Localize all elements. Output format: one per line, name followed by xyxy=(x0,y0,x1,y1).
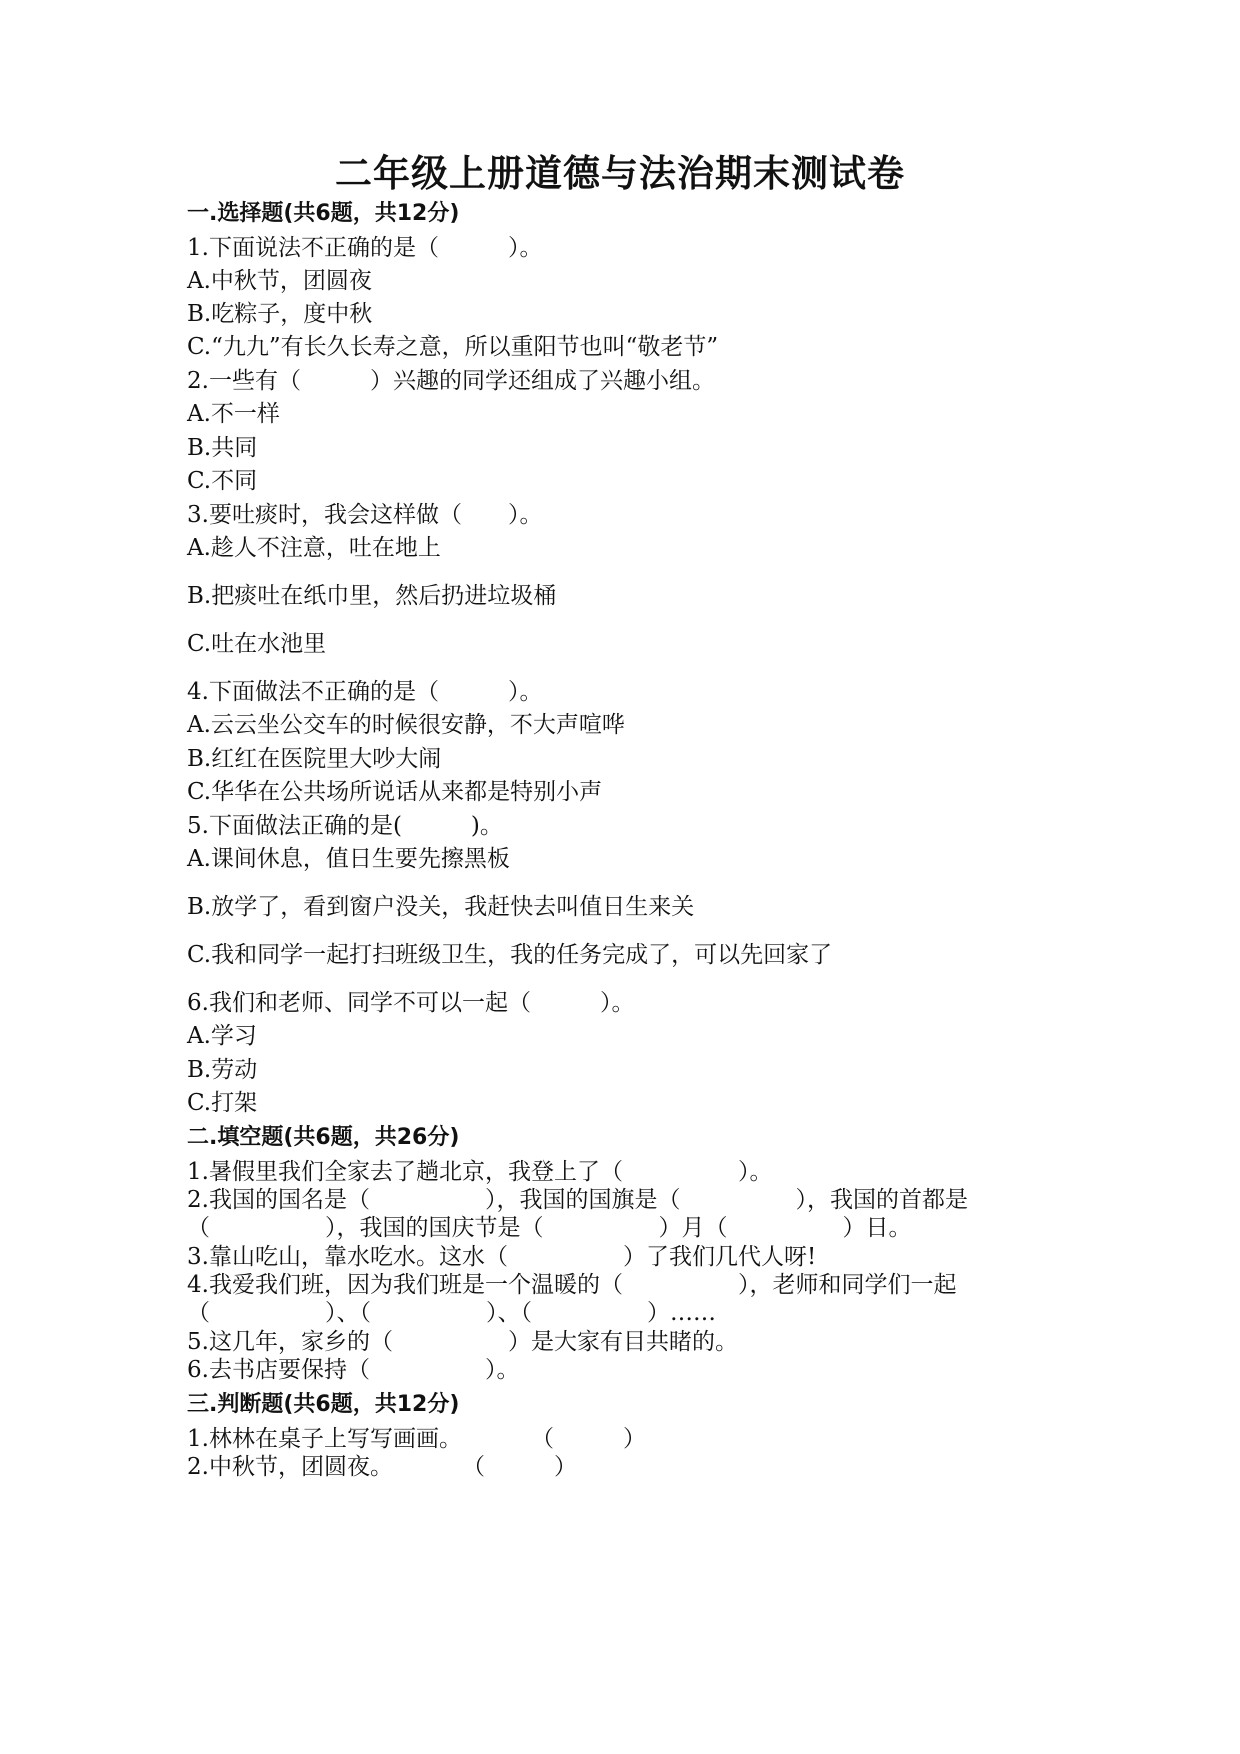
question-stem: 6.我们和老师、同学不可以一起（ ）。 xyxy=(187,990,635,1016)
judge-question: 1.林林在桌子上写写画画。 （ ） xyxy=(187,1426,646,1452)
option-a: A.不一样 xyxy=(187,401,280,427)
question-stem: 2.一些有（ ）兴趣的同学还组成了兴趣小组。 xyxy=(187,368,715,394)
question-stem: 5.下面做法正确的是( )。 xyxy=(187,813,503,839)
option-b: B.红红在医院里大吵大闹 xyxy=(187,746,442,772)
option-a: A.课间休息，值日生要先擦黑板 xyxy=(187,846,510,872)
option-a: A.云云坐公交车的时候很安静，不大声喧哗 xyxy=(187,712,625,738)
section-heading-fill: 二.填空题(共6题，共26分) xyxy=(187,1125,460,1150)
option-b: B.吃粽子，度中秋 xyxy=(187,301,373,327)
fill-question: 1.暑假里我们全家去了趟北京，我登上了（ ）。 xyxy=(187,1159,773,1185)
fill-question-continued: （ ），我国的国庆节是（ ）月（ ）日。 xyxy=(187,1215,912,1241)
fill-question: 3.靠山吃山，靠水吃水。这水（ ）了我们几代人呀! xyxy=(187,1244,817,1270)
option-a: A.中秋节，团圆夜 xyxy=(187,268,372,294)
fill-question: 5.这几年，家乡的（ ）是大家有目共睹的。 xyxy=(187,1329,738,1355)
option-b: B.劳动 xyxy=(187,1057,258,1083)
option-b: B.共同 xyxy=(187,435,258,461)
option-c: C.吐在水池里 xyxy=(187,631,327,657)
fill-question: 6.去书店要保持（ ）。 xyxy=(187,1357,520,1383)
option-c: C.不同 xyxy=(187,468,258,494)
option-b: B.把痰吐在纸巾里，然后扔进垃圾桶 xyxy=(187,583,557,609)
option-c: C.“九九”有长久长寿之意，所以重阳节也叫“敬老节” xyxy=(187,334,719,360)
option-c: C.我和同学一起打扫班级卫生，我的任务完成了，可以先回家了 xyxy=(187,942,833,968)
judge-question: 2.中秋节，团圆夜。 （ ） xyxy=(187,1454,577,1480)
question-stem: 3.要吐痰时，我会这样做（ ）。 xyxy=(187,502,543,528)
question-stem: 1.下面说法不正确的是（ ）。 xyxy=(187,235,543,261)
option-c: C.华华在公共场所说话从来都是特别小声 xyxy=(187,779,603,805)
option-c: C.打架 xyxy=(187,1090,258,1116)
page-title: 二年级上册道德与法治期末测试卷 xyxy=(335,151,905,195)
question-stem: 4.下面做法不正确的是（ ）。 xyxy=(187,679,543,705)
fill-question: 2.我国的国名是（ ），我国的国旗是（ ），我国的首都是 xyxy=(187,1187,968,1213)
option-b: B.放学了，看到窗户没关，我赶快去叫值日生来关 xyxy=(187,894,695,920)
fill-question-continued: （ ）、（ ）、（ ）…… xyxy=(187,1300,716,1326)
option-a: A.趁人不注意，吐在地上 xyxy=(187,535,441,561)
option-a: A.学习 xyxy=(187,1023,257,1049)
section-heading-choice: 一.选择题(共6题，共12分) xyxy=(187,201,460,226)
section-heading-judge: 三.判断题(共6题，共12分) xyxy=(187,1392,460,1417)
fill-question: 4.我爱我们班，因为我们班是一个温暖的（ ），老师和同学们一起 xyxy=(187,1272,957,1298)
